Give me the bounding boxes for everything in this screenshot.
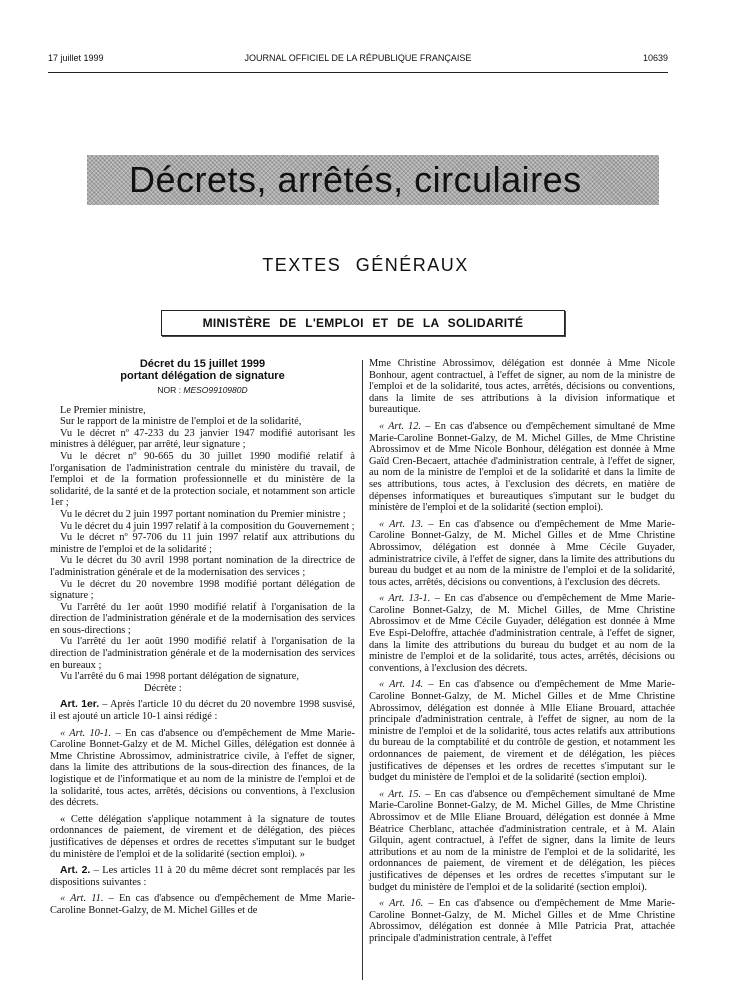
decree-title (50, 358, 355, 382)
article-label: « Art. 11. (60, 893, 104, 905)
article-paragraph (369, 519, 675, 589)
column-divider (362, 360, 363, 980)
article-paragraph (369, 358, 675, 416)
page-number: 10639 (642, 53, 668, 63)
article-text: – En cas d'absence ou d'empêchement simultané de Mme Marie-Caroline Bonnet-Galzy, de M. Michel Gilles, de Mme Christine Abrossimov et de Mlle Eliane Brouard, délégation est donnée à Mme Béatrice Cherblanc, attachée d'administration centrale, et à M. Alain Gilquin, agent contractuel, à l'effet de signer, dans la limite de leurs attributions et au nom de la ministre de l'emploi et de la solidarité, les ordonnances de paiement, de virement et de délégation, les pièces justificatives de dépenses et les ordres de recettes s'imputant sur le budget du ministère de l'emploi et de la solidarité (section emploi). (369, 788, 675, 893)
article-paragraph (50, 814, 355, 860)
decrete-formula: Décrète : (144, 682, 182, 694)
article-text: – En cas d'absence ou d'empêchement de Mme Marie-Caroline Bonnet-Galzy, de M. Michel Gilles et de Mme Christine Abrossimov, délégation est donnée à Mme Cécile Guyader, administratrice civile, à l'effet de signer, dans la limite des attributions du bureau du budget et au nom de la ministre de l'emploi et de la solidarité, tous actes, arrêtés, décisions ou conventions, à l'exclusion des décrets. (369, 518, 675, 588)
article-label: « Art. 13. (379, 518, 424, 530)
preamble-paragraph: Vu le décret du 20 novembre 1998 modifié portant délégation de signature ; (50, 578, 355, 602)
article-label: « Art. 15. (379, 788, 422, 800)
section-title: TEXTES GÉNÉRAUX (262, 255, 469, 275)
article-text: Mme Christine Abrossimov, délégation est donnée à Mme Nicole Bonhour, agent contractuel, à l'effet de signer, au nom de la ministre de l'emploi et de la solidarité, tous actes, arrêtés, décisions ou conventions, dans la limite de ses attributions à la division informatique et bureautique. (369, 358, 675, 416)
article-label: Art. 2. (60, 865, 91, 877)
article-paragraph (50, 728, 355, 809)
article-text: « Cette délégation s'applique notamment à la signature de toutes ordonnances de paiement, de virement et de délégation, des pièces justificatives de dépenses et ordres de recettes s'imputant sur le budget du ministère de l'emploi et de la solidarité (section emploi). » (50, 813, 355, 860)
preamble-paragraph: Vu le décret nº 90-665 du 30 juillet 1990 modifié relatif à l'organisation de l'administration centrale du ministère du travail, de l'emploi et de la formation professionnelle et du ministère de la solidarité, de la santé et de la protection sociale, et notamment son article 1er ; (50, 450, 355, 509)
preamble-paragraph: Sur le rapport de la ministre de l'emploi et de la solidarité, (60, 416, 302, 428)
article-text: – En cas d'absence ou d'empêchement de Mme Marie-Caroline Bonnet-Galzy et de M. Michel Gilles, délégation est donnée à Mme Christine Abrossimov, administratrice civile, à l'effet de signer, dans la limite des attributions de la sous-direction des finances, de la logistique et de l'informatique et au nom de la ministre de l'emploi et de la solidarité, tous actes, arrêtés, décisions ou conventions, à l'exclusion des décrets. (50, 727, 355, 809)
article-text: – En cas d'absence ou d'empêchement simultané de Mme Marie-Caroline Bonnet-Galzy, de M. Michel Gilles, de Mme Christine Abrossimov et de Mme Nicole Bonhour, délégation est donnée à Mme Gaïd Cren-Becaert, attachée d'administration centrale, à l'effet de signer, au nom de la ministre de l'emploi et de la solidarité et dans la limite de ses attributions, tous actes, à l'exclusion des décrets, en matière de dépenses informatiques et bureautiques s'imputant sur le budget du ministère de l'emploi et de la solidarité (section emploi). (369, 420, 675, 514)
article-label: « Art. 13-1. (379, 593, 431, 605)
article-label: Art. 1er. (60, 699, 100, 711)
article-paragraph (50, 699, 355, 722)
preamble-paragraph: Vu le décret du 30 avril 1998 portant nomination de la directrice de l'administration générale et de la modernisation des services ; (50, 555, 355, 578)
preamble-paragraph: Le Premier ministre, (60, 404, 146, 416)
preamble (50, 405, 355, 683)
section-banner (87, 155, 659, 205)
article-text: – Après l'article 10 du décret du 20 novembre 1998 susvisé, il est ajouté un article 10-1 ainsi rédigé : (50, 699, 355, 723)
article-label: « Art. 10-1. (60, 727, 112, 739)
articles-left (50, 699, 355, 916)
nor-reference (50, 385, 355, 397)
left-column (50, 358, 355, 917)
article-paragraph (369, 898, 675, 944)
article-paragraph (50, 865, 355, 888)
issue-date: 17 juillet 1999 (48, 53, 104, 63)
preamble-paragraph: Vu le décret nº 97-706 du 11 juin 1997 relatif aux attributions du ministre de l'emploi et de la solidarité ; (50, 532, 355, 555)
journal-name: JOURNAL OFFICIEL DE LA RÉPUBLIQUE FRANÇAISE (244, 53, 472, 63)
article-text: – En cas d'absence ou d'empêchement de Mme Marie-Caroline Bonnet-Galzy, de M. Michel Gilles, de Mme Christine Abrossimov et de Mme Cécile Guyader, délégation est donnée à Mme Eve Espi-Deloffre, attachée d'administration centrale, à l'effet de signer, dans la limite des attributions du bureau du budget et au nom de la ministre de l'emploi et de la solidarité, tous actes, arrêtés, décisions ou conventions, à l'exclusion des décrets. (369, 593, 675, 674)
article-label: « Art. 14. (379, 679, 424, 691)
decree-title-line2: portant délégation de signature (120, 370, 285, 382)
right-column (369, 358, 675, 945)
running-header (48, 50, 668, 73)
nor-code: MESO9910980D (183, 385, 248, 395)
articles-right (369, 358, 675, 945)
article-paragraph (369, 789, 675, 893)
article-text: – Les articles 11 à 20 du même décret sont remplacés par les dispositions suivantes : (50, 865, 355, 888)
article-label: « Art. 12. (379, 420, 422, 432)
preamble-paragraph: Vu l'arrêté du 6 mai 1998 portant délégation de signature, (60, 671, 300, 683)
ministry-heading: MINISTÈRE DE L'EMPLOI ET DE LA SOLIDARITÉ (161, 310, 565, 336)
article-text: – En cas d'absence ou d'empêchement de Mme Marie-Caroline Bonnet-Galzy, de M. Michel Gilles et de (50, 893, 355, 916)
article-paragraph (50, 893, 355, 916)
article-text: – En cas d'absence ou d'empêchement de Mme Marie-Caroline Bonnet-Galzy, de M. Michel Gilles et de Mme Christine Abrossimov, délégation est donnée à Mlle Eliane Brouard, attachée principale d'administration centrale, à l'effet de signer, au nom de la ministre de l'emploi et de la solidarité, tous actes relatifs aux attributions du bureau de la comptabilité et du contrôle de gestion, et notamment les ordonnances de paiement, de virement et de délégation, les pièces justificatives de dépenses et les ordres de recettes s'imputant sur le budget du ministère de l'emploi et de la solidarité (section emploi). (369, 679, 675, 784)
banner-title: Décrets, arrêtés, circulaires (129, 159, 582, 200)
article-label: « Art. 16. (379, 898, 424, 910)
preamble-paragraph: Vu le décret du 2 juin 1997 portant nomination du Premier ministre ; (60, 508, 346, 520)
article-paragraph (369, 421, 675, 514)
article-paragraph (369, 593, 675, 674)
preamble-paragraph: Vu le décret nº 47-233 du 23 janvier 1947 modifié autorisant les ministres à déléguer, par arrêté, leur signature ; (50, 427, 355, 451)
preamble-paragraph: Vu l'arrêté du 1er août 1990 modifié relatif à l'organisation de la direction de l'administration générale et de la modernisation des services en bureaux ; (50, 636, 355, 671)
nor-label: NOR : (157, 385, 181, 395)
decree-title-line1: Décret du 15 juillet 1999 (139, 358, 266, 370)
preamble-paragraph: Vu l'arrêté du 1er août 1990 modifié relatif à l'organisation de la direction de l'administration générale et de la modernisation des services en sous-directions ; (50, 601, 355, 636)
article-paragraph (369, 679, 675, 783)
preamble-paragraph: Vu le décret du 4 juin 1997 relatif à la composition du Gouvernement ; (60, 520, 355, 532)
article-text: – En cas d'absence ou d'empêchement de Mme Marie-Caroline Bonnet-Galzy, de M. Michel Gilles et de Mme Christine Abrossimov, délégation est donnée à Mlle Patricia Prat, attachée principale d'administration centrale, à l'effet (369, 898, 675, 944)
